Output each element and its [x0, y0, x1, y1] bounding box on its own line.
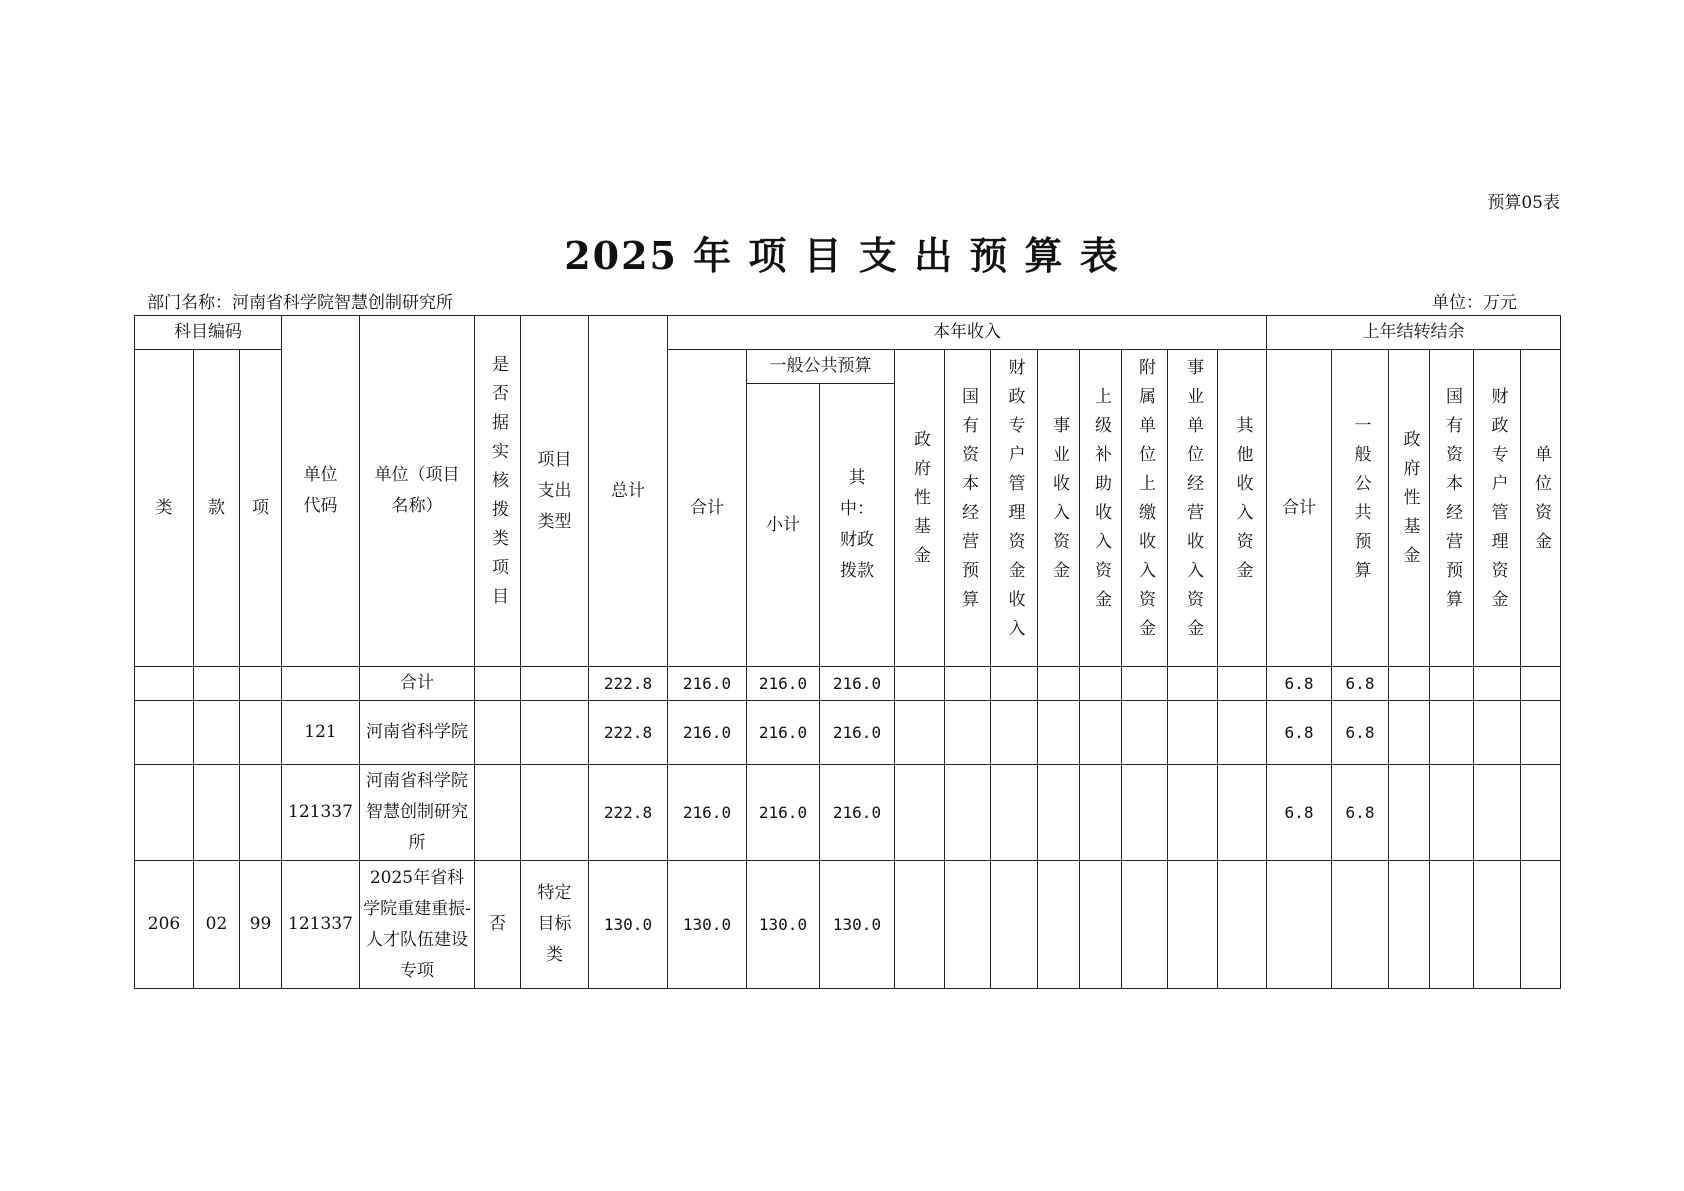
cell-empty — [1080, 667, 1122, 701]
cell-xiang — [240, 765, 282, 861]
cell-empty — [1474, 701, 1521, 765]
table-row — [135, 701, 1561, 765]
header-other-income: 其他收入资金 — [1218, 350, 1267, 667]
cell-fiscal: 216.0 — [820, 765, 895, 861]
cell-name: 河南省科学院 — [360, 701, 475, 765]
cell-xiang — [240, 701, 282, 765]
cell-empty — [1389, 701, 1430, 765]
cell-empty — [1430, 765, 1474, 861]
cell-empty — [895, 765, 945, 861]
cell-empty — [1521, 765, 1561, 861]
cell-empty — [895, 861, 945, 989]
cell-empty — [1122, 861, 1168, 989]
cell-verified — [475, 667, 521, 701]
cell-empty — [945, 667, 991, 701]
cell-lei — [135, 765, 194, 861]
header-is-verified: 是否据实核拨类项目 — [475, 316, 521, 667]
cell-co-total — [1267, 861, 1332, 989]
header-co-general: 一般公共预算 — [1332, 350, 1389, 667]
cell-code: 121 — [282, 701, 360, 765]
header-co-unit-fund: 单位资金 — [1521, 350, 1561, 667]
cell-empty — [1122, 765, 1168, 861]
header-unit-name: 单位（项目名称） — [360, 316, 475, 667]
header-business-income: 事业收入资金 — [1038, 350, 1080, 667]
cell-xiang: 99 — [240, 861, 282, 989]
cell-empty — [1122, 701, 1168, 765]
cell-empty — [1122, 667, 1168, 701]
cell-type: 特定目标类 — [521, 861, 589, 989]
cell-empty — [945, 765, 991, 861]
cell-code: 121337 — [282, 765, 360, 861]
cell-type — [521, 667, 589, 701]
cell-total: 130.0 — [589, 861, 668, 989]
cell-empty — [1430, 861, 1474, 989]
cell-subtotal: 216.0 — [747, 765, 820, 861]
cell-fiscal: 130.0 — [820, 861, 895, 989]
cell-empty — [1521, 667, 1561, 701]
cell-fiscal: 216.0 — [820, 667, 895, 701]
cell-empty — [1389, 861, 1430, 989]
header-general-budget: 一般公共预算 — [747, 350, 895, 384]
cell-lei — [135, 701, 194, 765]
header-ci-total: 合计 — [668, 350, 747, 667]
department-name: 部门名称：河南省科学院智慧创制研究所 — [147, 293, 453, 313]
project-budget-table — [134, 315, 1561, 989]
cell-ci-total: 216.0 — [668, 765, 747, 861]
header-carryover: 上年结转结余 — [1267, 316, 1561, 350]
cell-empty — [1168, 861, 1218, 989]
cell-kuan — [194, 765, 240, 861]
cell-code: 121337 — [282, 861, 360, 989]
cell-total: 222.8 — [589, 701, 668, 765]
header-subtotal: 小计 — [747, 384, 820, 667]
cell-total: 222.8 — [589, 765, 668, 861]
header-gov-fund: 政府性基金 — [895, 350, 945, 667]
header-state-capital: 国有资本经营预算 — [945, 350, 991, 667]
cell-empty — [1038, 765, 1080, 861]
cell-empty — [1389, 667, 1430, 701]
cell-empty — [991, 861, 1038, 989]
form-number: 预算05表 — [1487, 193, 1560, 213]
cell-total: 222.8 — [589, 667, 668, 701]
cell-empty — [1474, 861, 1521, 989]
table-row — [135, 667, 1561, 701]
cell-type — [521, 701, 589, 765]
cell-empty — [1038, 667, 1080, 701]
header-total: 总计 — [589, 316, 668, 667]
cell-empty — [945, 861, 991, 989]
cell-fiscal: 216.0 — [820, 701, 895, 765]
table-row — [135, 765, 1561, 861]
cell-empty — [1430, 701, 1474, 765]
header-kuan: 款 — [194, 350, 240, 667]
header-operating-income: 事业单位经营收入资金 — [1168, 350, 1218, 667]
cell-co-general: 6.8 — [1332, 701, 1389, 765]
cell-xiang — [240, 667, 282, 701]
cell-type — [521, 765, 589, 861]
cell-empty — [1521, 861, 1561, 989]
cell-co-total: 6.8 — [1267, 667, 1332, 701]
header-co-gov-fund: 政府性基金 — [1389, 350, 1430, 667]
cell-ci-total: 130.0 — [668, 861, 747, 989]
cell-name: 合计 — [360, 667, 475, 701]
cell-empty — [1521, 701, 1561, 765]
page-title: 2025 年 项 目 支 出 预 算 表 — [564, 233, 1120, 278]
cell-co-general: 6.8 — [1332, 765, 1389, 861]
cell-kuan — [194, 667, 240, 701]
cell-kuan — [194, 701, 240, 765]
cell-empty — [1168, 667, 1218, 701]
cell-co-total: 6.8 — [1267, 765, 1332, 861]
header-affiliated-income: 附属单位上缴收入资金 — [1122, 350, 1168, 667]
cell-empty — [991, 765, 1038, 861]
cell-subtotal: 216.0 — [747, 701, 820, 765]
cell-subtotal: 216.0 — [747, 667, 820, 701]
cell-empty — [895, 667, 945, 701]
header-row-1 — [135, 316, 1561, 350]
cell-lei — [135, 667, 194, 701]
cell-code — [282, 667, 360, 701]
cell-verified — [475, 701, 521, 765]
cell-empty — [1080, 701, 1122, 765]
cell-empty — [1430, 667, 1474, 701]
cell-empty — [1080, 861, 1122, 989]
header-special-account: 财政专户管理资金收入 — [991, 350, 1038, 667]
cell-empty — [1218, 861, 1267, 989]
cell-empty — [1218, 765, 1267, 861]
cell-verified: 否 — [475, 861, 521, 989]
cell-verified — [475, 765, 521, 861]
cell-empty — [945, 701, 991, 765]
header-xiang: 项 — [240, 350, 282, 667]
cell-name: 2025年省科学院重建重振-人才队伍建设专项 — [360, 861, 475, 989]
header-unit-code: 单位代码 — [282, 316, 360, 667]
cell-empty — [991, 667, 1038, 701]
cell-ci-total: 216.0 — [668, 667, 747, 701]
cell-empty — [1168, 765, 1218, 861]
header-current-income: 本年收入 — [668, 316, 1267, 350]
header-lei: 类 — [135, 350, 194, 667]
cell-name: 河南省科学院智慧创制研究所 — [360, 765, 475, 861]
cell-empty — [1389, 765, 1430, 861]
cell-co-general — [1332, 861, 1389, 989]
cell-empty — [991, 701, 1038, 765]
unit-label: 单位：万元 — [1432, 293, 1517, 313]
cell-subtotal: 130.0 — [747, 861, 820, 989]
header-fiscal-appropriation: 其中：财政拨款 — [820, 384, 895, 667]
cell-empty — [1474, 765, 1521, 861]
cell-empty — [1218, 701, 1267, 765]
cell-ci-total: 216.0 — [668, 701, 747, 765]
cell-empty — [895, 701, 945, 765]
header-co-total: 合计 — [1267, 350, 1332, 667]
cell-co-total: 6.8 — [1267, 701, 1332, 765]
cell-kuan: 02 — [194, 861, 240, 989]
header-co-state-capital: 国有资本经营预算 — [1430, 350, 1474, 667]
header-co-special-account: 财政专户管理资金 — [1474, 350, 1521, 667]
cell-empty — [1474, 667, 1521, 701]
header-project-type: 项目支出类型 — [521, 316, 589, 667]
cell-co-general: 6.8 — [1332, 667, 1389, 701]
cell-empty — [1038, 861, 1080, 989]
cell-empty — [1218, 667, 1267, 701]
table-row — [135, 861, 1561, 989]
cell-lei: 206 — [135, 861, 194, 989]
cell-empty — [1038, 701, 1080, 765]
cell-empty — [1168, 701, 1218, 765]
cell-empty — [1080, 765, 1122, 861]
header-subject-code: 科目编码 — [135, 316, 282, 350]
header-superior-subsidy: 上级补助收入资金 — [1080, 350, 1122, 667]
